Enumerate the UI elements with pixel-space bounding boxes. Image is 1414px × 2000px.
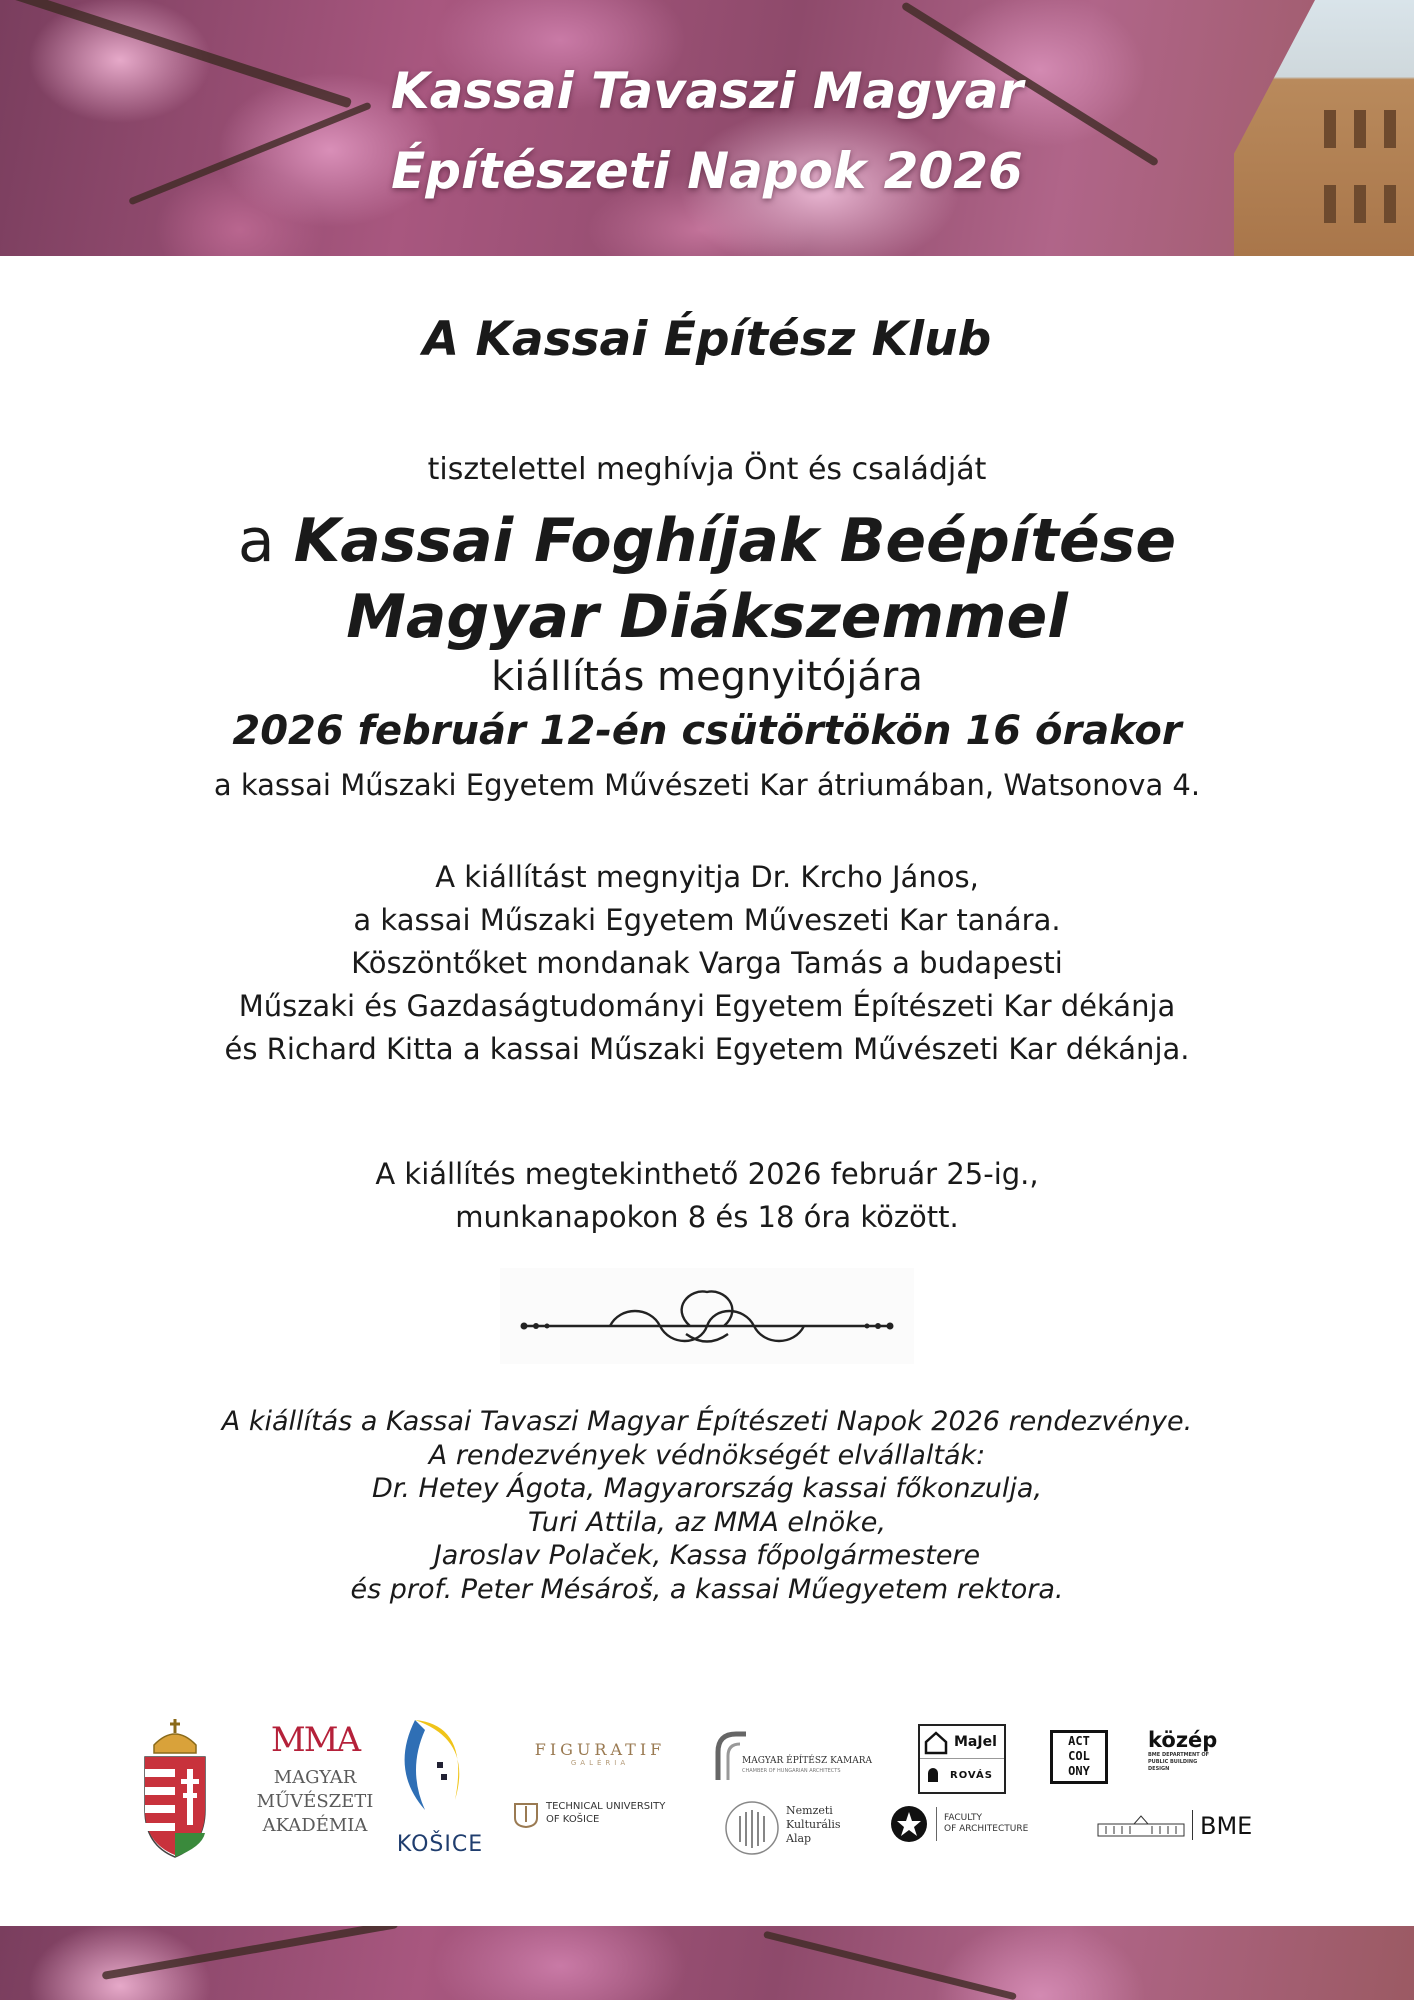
kosice-crescent-icon [395,1710,485,1828]
banner-title-line1: Kassai Tavaszi Magyar [390,62,1024,120]
event-datetime: 2026 február 12-én csütörtökön 16 órakor [232,708,1182,754]
tuke-text [546,1800,665,1826]
kozep-text: közép [1148,1728,1218,1752]
patronage-line: Dr. Hetey Ágota, Magyarország kassai főkonzulja, [371,1473,1043,1505]
kozep-sub [1148,1752,1248,1773]
majel-text: MaJel [954,1734,997,1750]
event-place: a kassai Műszaki Egyetem Művészeti Kar átriumában, Watsonova 4. [213,768,1201,802]
actcolony-text-line: ACT [1068,1734,1090,1748]
nka-text [786,1804,841,1846]
tuke-text-line: TECHNICAL UNIVERSITY [546,1801,666,1812]
paragraph-line: Köszöntőket mondanak Varga Tamás a budapesti [351,946,1063,980]
exhibition-prefix: a [237,506,275,576]
opening-paragraph [0,856,1414,1071]
club-name: A Kassai Építész Klub [422,312,992,367]
paragraph-line: Műszaki és Gazdaságtudományi Egyetem Építészeti Kar dékánja [238,989,1176,1023]
faculty-text-line: OF ARCHITECTURE [944,1824,1029,1834]
viewing-line: A kiállítés megtekinthető 2026 február 25-ig., [375,1157,1039,1191]
tuke-text-line: OF KOŠICE [546,1814,600,1825]
faculty-text-line: FACULTY [944,1813,982,1823]
nka-text-line: Alap [786,1832,812,1845]
ornament-flourish-icon [500,1268,914,1364]
exhibition-suffix: kiállítás megnyitójára [491,654,923,700]
branch-decoration [763,1931,1017,2000]
paragraph-line: A kiállítást megnyitja Dr. Krcho János, [435,860,979,894]
tuke-emblem-icon [512,1800,540,1828]
mma-name-line: AKADÉMIA [262,1815,368,1836]
tuke-logo [512,1798,682,1838]
mma-name-line: MŰVÉSZETI [256,1791,374,1812]
patronage-line: és prof. Peter Mésároš, a kassai Műegyetem rektora. [350,1573,1064,1605]
banner-title-line2: Építészeti Napok 2026 [391,142,1023,200]
patronage-line: Jaroslav Polaček, Kassa főpolgármestere [433,1540,981,1572]
ornament-divider [500,1268,914,1364]
actcolony-text [1053,1734,1105,1779]
patronage-line: Turi Attila, az MMA elnöke, [528,1506,886,1538]
header-banner [0,0,1414,256]
viewing-info [0,1153,1414,1239]
paragraph-line: és Richard Kitta a kassai Műszaki Egyetem Művészeti Kar dékánja. [224,1032,1190,1066]
nka-text-line: Kulturális [786,1818,841,1831]
kozep-sub-line: BME DEPARTMENT OF [1148,1752,1210,1758]
bme-logo [1096,1808,1256,1844]
actcolony-text-line: ONY [1068,1764,1090,1778]
faculty-logo [890,1805,1040,1845]
viewing-line: munkanapokon 8 és 18 óra között. [455,1200,959,1234]
patronage-block [0,1405,1414,1607]
faculty-star-icon [890,1805,928,1843]
faculty-text [944,1813,1028,1835]
nka-emblem-icon [724,1798,780,1858]
mma-logo [255,1720,375,1870]
rovas-text: ROVÁS [950,1770,993,1781]
invite-line: tisztelettel meghívja Önt és családját [427,452,987,487]
mma-name-line: MAGYAR [273,1767,357,1788]
exhibition-title-line1 [0,500,1414,582]
exhibition-title: Kassai Foghíjak Beépítése [293,506,1177,576]
figuratif-text: FIGURATIF [534,1740,666,1759]
exhibition-title-line2: Magyar Diákszemmel [346,582,1068,652]
nka-logo [724,1798,864,1862]
paragraph-line: a kassai Műszaki Egyetem Műveszeti Kar tanára. [353,903,1061,937]
mek-text: MAGYAR ÉPÍTÉSZ KAMARA [742,1756,873,1766]
sponsor-logos [0,1700,1414,1870]
mma-mark: MMA [270,1720,360,1760]
nka-text-line: Nemzeti [786,1804,833,1817]
mek-sub: CHAMBER OF HUNGARIAN ARCHITECTS [742,1768,841,1774]
house-icon [923,1729,949,1755]
bme-text: BME [1200,1812,1253,1840]
kozep-sub-line: PUBLIC BUILDING [1148,1759,1198,1765]
hungarian-coat-of-arms-icon [140,1715,210,1865]
actcolony-text-line: COL [1068,1749,1090,1763]
bme-building-icon [1096,1814,1186,1840]
patronage-line: A rendezvények védnökségét elvállalták: [428,1439,986,1471]
footer-banner [0,1926,1414,2000]
kozep-logo [1148,1728,1248,1788]
figuratif-sub: GALÉRIA [570,1759,630,1767]
mek-logo [712,1730,873,1782]
kosice-text: KOŠICE [396,1832,484,1857]
rovas-figure-icon [928,1768,938,1782]
majel-logo [918,1724,1006,1794]
patronage-line: A kiállítás a Kassai Tavaszi Magyar Építészeti Napok 2026 rendezvénye. [221,1406,1193,1437]
actcolony-logo [1050,1730,1108,1784]
branch-decoration [102,1926,399,1980]
kozep-sub-line: DESIGN [1148,1766,1170,1772]
kosice-logo [395,1710,485,1870]
